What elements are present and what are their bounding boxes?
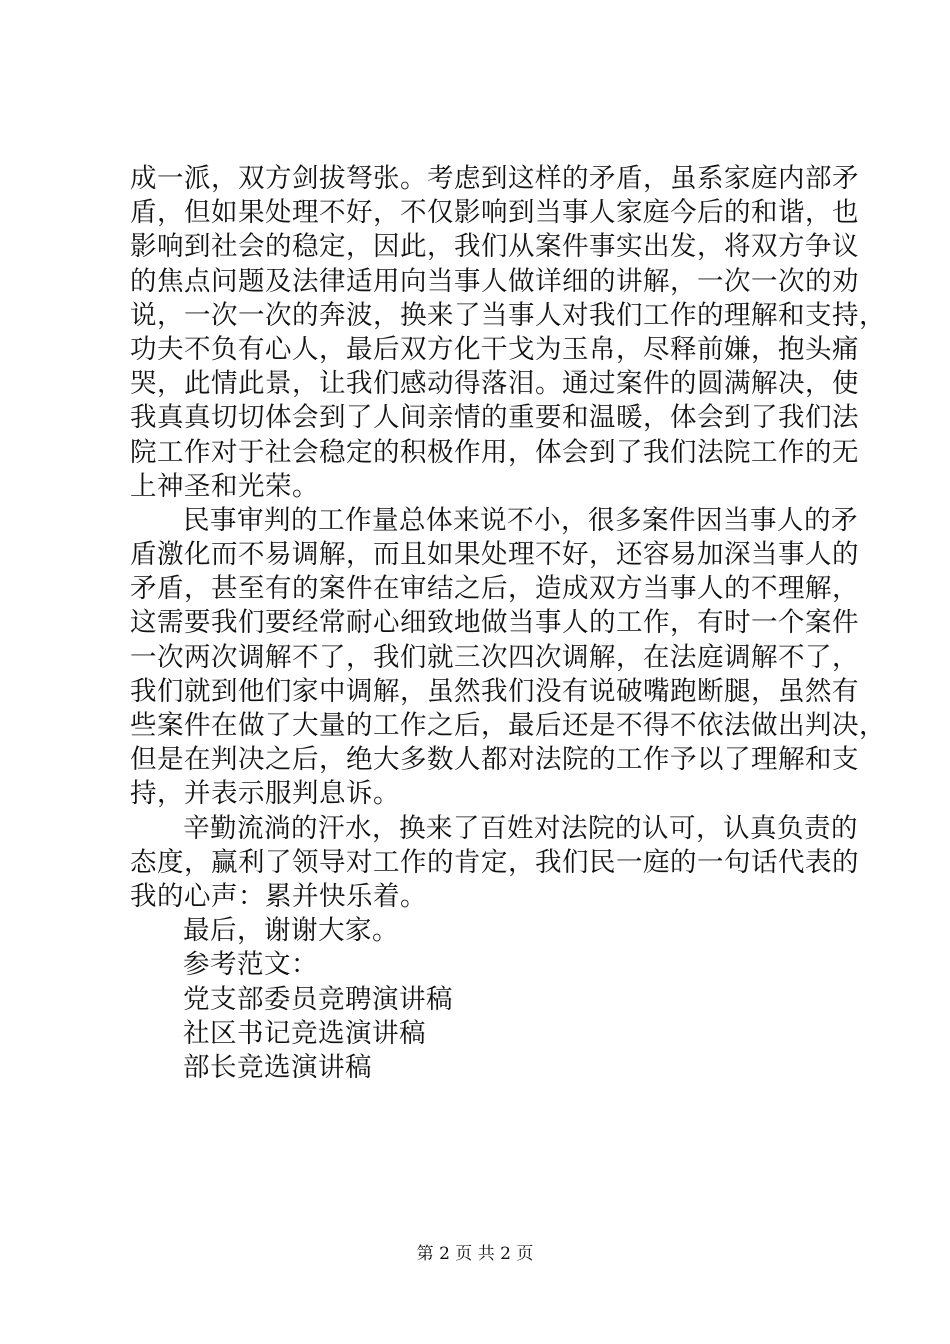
text-line: 但是在判决之后，绝大多数人都对法院的工作予以了理解和支 [130,744,859,776]
text-line: 最后，谢谢大家。 [183,915,399,947]
page-footer: 第 2 页 共 2 页 [416,1244,534,1264]
text-line: 辛勤流淌的汗水，换来了百姓对法院的认可，认真负责的 [183,812,858,844]
text-line: 社区书记竞选演讲稿 [183,1017,426,1049]
text-line: 我真真切切体会到了人间亲情的重要和温暖，体会到了我们法 [130,402,859,434]
text-line: 民事审判的工作量总体来说不小，很多案件因当事人的矛 [183,504,858,536]
text-line: 影响到社会的稳定，因此，我们从案件事实出发，将双方争议 [130,231,859,263]
text-line: 矛盾，甚至有的案件在审结之后，造成双方当事人的不理解， [130,573,859,605]
text-line: 持，并表示服判息诉。 [130,778,400,810]
text-line: 这需要我们要经常耐心细致地做当事人的工作，有时一个案件 [130,607,859,639]
text-line: 说，一次一次的奔波，换来了当事人对我们工作的理解和支持， [130,299,886,331]
text-line: 态度，赢利了领导对工作的肯定，我们民一庭的一句话代表的 [130,846,859,878]
paragraph [130,1017,830,1051]
paragraph [130,948,830,982]
text-line: 些案件在做了大量的工作之后，最后还是不得不依法做出判决， [130,710,886,741]
text-line: 成一派，双方剑拔弩张。考虑到这样的矛盾，虽系家庭内部矛 [130,163,859,194]
text-line: 功夫不负有心人，最后双方化干戈为玉帛，尽释前嫌，抱头痛 [130,333,859,365]
text-line: 的焦点问题及法律适用向当事人做详细的讲解，一次一次的劝 [130,265,859,297]
text-line: 我的心声：累并快乐着。 [130,880,427,912]
paragraph [130,983,830,1017]
text-line: 上神圣和光荣。 [130,470,319,502]
paragraph [130,162,886,504]
text-line: 我们就到他们家中调解，虽然我们没有说破嘴跑断腿，虽然有 [130,675,859,707]
text-line: 盾激化而不易调解，而且如果处理不好，还容易加深当事人的 [130,539,859,571]
text-line: 党支部委员竞聘演讲稿 [183,983,453,1015]
paragraph [130,1051,830,1085]
paragraph [130,914,830,948]
text-line: 部长竞选演讲稿 [183,1051,372,1083]
text-line: 院工作对于社会稳定的积极作用，体会到了我们法院工作的无 [130,436,859,468]
text-line: 一次两次调解不了，我们就三次四次调解，在法庭调解不了， [130,641,859,673]
text-line: 哭，此情此景，让我们感动得落泪。通过案件的圆满解决，使 [130,368,859,400]
text-line: 盾，但如果处理不好，不仅影响到当事人家庭今后的和谐，也 [130,197,859,229]
text-line: 参考范文： [183,949,318,981]
document-body [130,162,886,1085]
paragraph [130,504,886,812]
paragraph [130,812,859,915]
